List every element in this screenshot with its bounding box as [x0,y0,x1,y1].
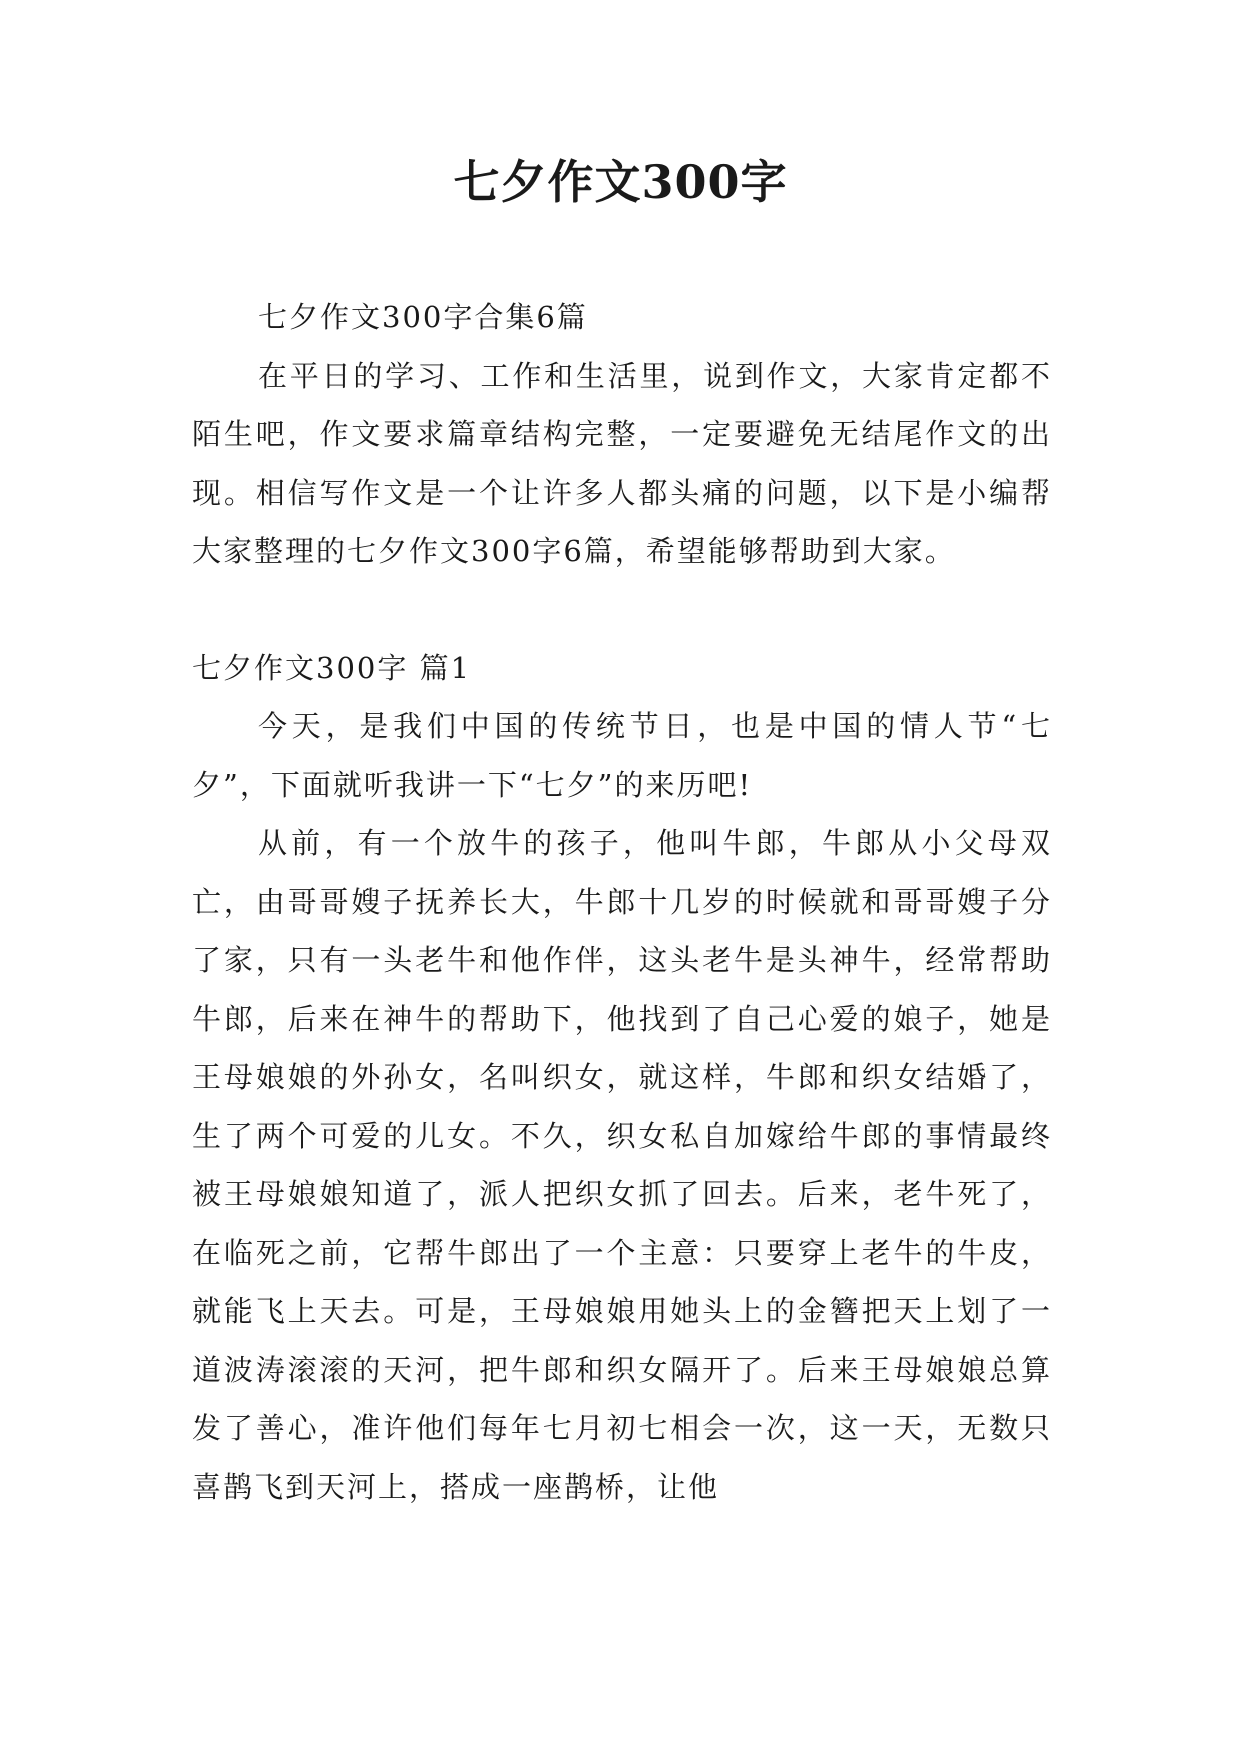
paragraph-spacer [192,581,1052,639]
intro-paragraph: 在平日的学习、工作和生活里，说到作文，大家肯定都不陌生吧，作文要求篇章结构完整，一定要避免无结尾作文的出现。相信写作文是一个让许多人都头痛的问题，以下是小编帮大家整理的七夕作文300字6篇，希望能够帮助到大家。 [192,358,1052,568]
body-paragraph: 今天，是我们中国的传统节日，也是中国的情人节“七夕”，下面就听我讲一下“七夕”的来历吧! [192,709,1052,802]
body-paragraph: 从前，有一个放牛的孩子，他叫牛郎，牛郎从小父母双亡，由哥哥嫂子抚养长大，牛郎十几岁的时候就和哥哥嫂子分了家，只有一头老牛和他作伴，这头老牛是头神牛，经常帮助牛郎，后来在神牛的帮助下，他找到了自己心爱的娘子，她是王母娘娘的外孙女，名叫织女，就这样，牛郎和织女结婚了，生了两个可爱的儿女。不久，织女私自加嫁给牛郎的事情最终被王母娘娘知道了，派人把织女抓了回去。后来，老牛死了，在临死之前，它帮牛郎出了一个主意：只要穿上老牛的牛皮，就能飞上天去。可是，王母娘娘用她头上的金簪把天上划了一道波涛滚滚的天河，把牛郎和织女隔开了。后来王母娘娘总算发了善心，准许他们每年七月初七相会一次，这一天，无数只喜鹊飞到天河上，搭成一座鹊桥，让他 [192,826,1052,1504]
collection-subtitle: 七夕作文300字合集6篇 [258,300,588,334]
section-heading: 七夕作文300字 篇1 [192,650,472,685]
document-title: 七夕作文300字 [453,155,788,209]
document-body [192,288,1052,1516]
